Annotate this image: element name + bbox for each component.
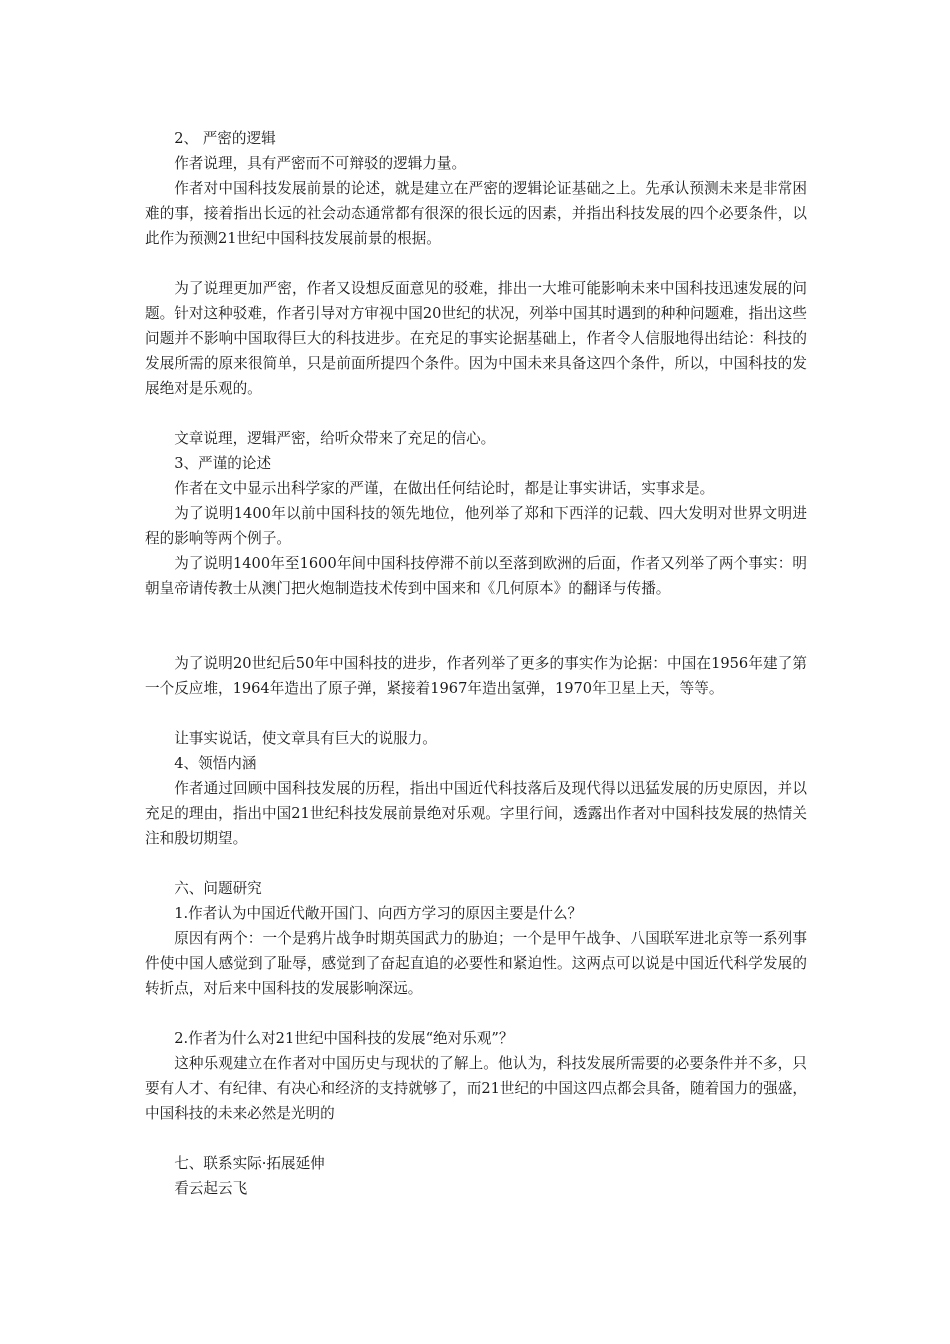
section-heading-insight: 4、领悟内涵 bbox=[174, 755, 257, 772]
paragraph: 作者对中国科技发展前景的论述，就是建立在严密的逻辑论证基础之上。先承认预测未来是非常困难的事，接着指出长远的社会动态通常都有很深的很长远的因素，并指出科技发展的四个必要条件，以此作为预测21世纪中国科技发展前景的根据。 bbox=[145, 180, 807, 247]
paragraph: 为了说明1400年以前中国科技的领先地位，他列举了郑和下西洋的记载、四大发明对世界文明进程的影响等两个例子。 bbox=[145, 505, 807, 547]
paragraph: 文章说理，逻辑严密，给听众带来了充足的信心。 bbox=[174, 430, 496, 447]
section-heading-logic: 2、 严密的逻辑 bbox=[174, 130, 276, 147]
paragraph: 作者说理，具有严密而不可辩驳的逻辑力量。 bbox=[174, 155, 467, 172]
spacer bbox=[145, 1001, 807, 1026]
paragraph: 让事实说话，使文章具有巨大的说服力。 bbox=[174, 730, 437, 747]
section-heading-rigor: 3、严谨的论述 bbox=[174, 455, 272, 472]
document-body bbox=[145, 126, 807, 1201]
question: 1.作者认为中国近代敞开国门、向西方学习的原因主要是什么？ bbox=[174, 905, 583, 922]
paragraph: 为了说明1400年至1600年间中国科技停滞不前以至落到欧洲的后面，作者又列举了两个事实：明朝皇帝请传教士从澳门把火炮制造技术传到中国来和《几何原本》的翻译与传播。 bbox=[145, 555, 807, 597]
section-heading-extension: 七、联系实际·拓展延伸 bbox=[174, 1155, 325, 1172]
spacer bbox=[145, 701, 807, 726]
answer: 这种乐观建立在作者对中国历史与现状的了解上。他认为，科技发展所需要的必要条件并不多，只要有人才、有纪律、有决心和经济的支持就够了，而21世纪的中国这四点都会具备，随着国力的强盛，中国科技的未来必然是光明的 bbox=[145, 1055, 807, 1122]
spacer bbox=[145, 601, 807, 651]
spacer bbox=[145, 1126, 807, 1151]
question: 2.作者为什么对21世纪中国科技的发展“绝对乐观”？ bbox=[174, 1030, 514, 1047]
paragraph: 作者通过回顾中国科技发展的历程，指出中国近代科技落后及现代得以迅猛发展的历史原因，并以充足的理由，指出中国21世纪科技发展前景绝对乐观。字里行间，透露出作者对中国科技发展的热情关注和殷切期望。 bbox=[145, 780, 807, 847]
paragraph: 为了说理更加严密，作者又设想反面意见的驳难，排出一大堆可能影响未来中国科技迅速发展的问题。针对这种驳难，作者引导对方审视中国20世纪的状况，列举中国其时遇到的种种问题难，指出这些问题并不影响中国取得巨大的科技进步。在充足的事实论据基础上，作者令人信服地得出结论：科技的发展所需的原来很简单，只是前面所提四个条件。因为中国未来具备这四个条件，所以，中国科技的发展绝对是乐观的。 bbox=[145, 280, 807, 397]
paragraph: 作者在文中显示出科学家的严谨，在做出任何结论时，都是让事实讲话，实事求是。 bbox=[174, 480, 715, 497]
section-heading-research: 六、问题研究 bbox=[174, 880, 262, 897]
spacer bbox=[145, 401, 807, 426]
answer: 原因有两个：一个是鸦片战争时期英国武力的胁迫；一个是甲午战争、八国联军进北京等一系列事件使中国人感觉到了耻辱，感觉到了奋起直追的必要性和紧迫性。这两点可以说是中国近代科学发展的转折点，对后来中国科技的发展影响深远。 bbox=[145, 930, 807, 997]
spacer bbox=[145, 251, 807, 276]
paragraph: 看云起云飞 bbox=[174, 1180, 248, 1197]
spacer bbox=[145, 851, 807, 876]
paragraph: 为了说明20世纪后50年中国科技的进步，作者列举了更多的事实作为论据：中国在1956年建了第一个反应堆，1964年造出了原子弹，紧接着1967年造出氢弹，1970年卫星上天，等等。 bbox=[145, 655, 807, 697]
